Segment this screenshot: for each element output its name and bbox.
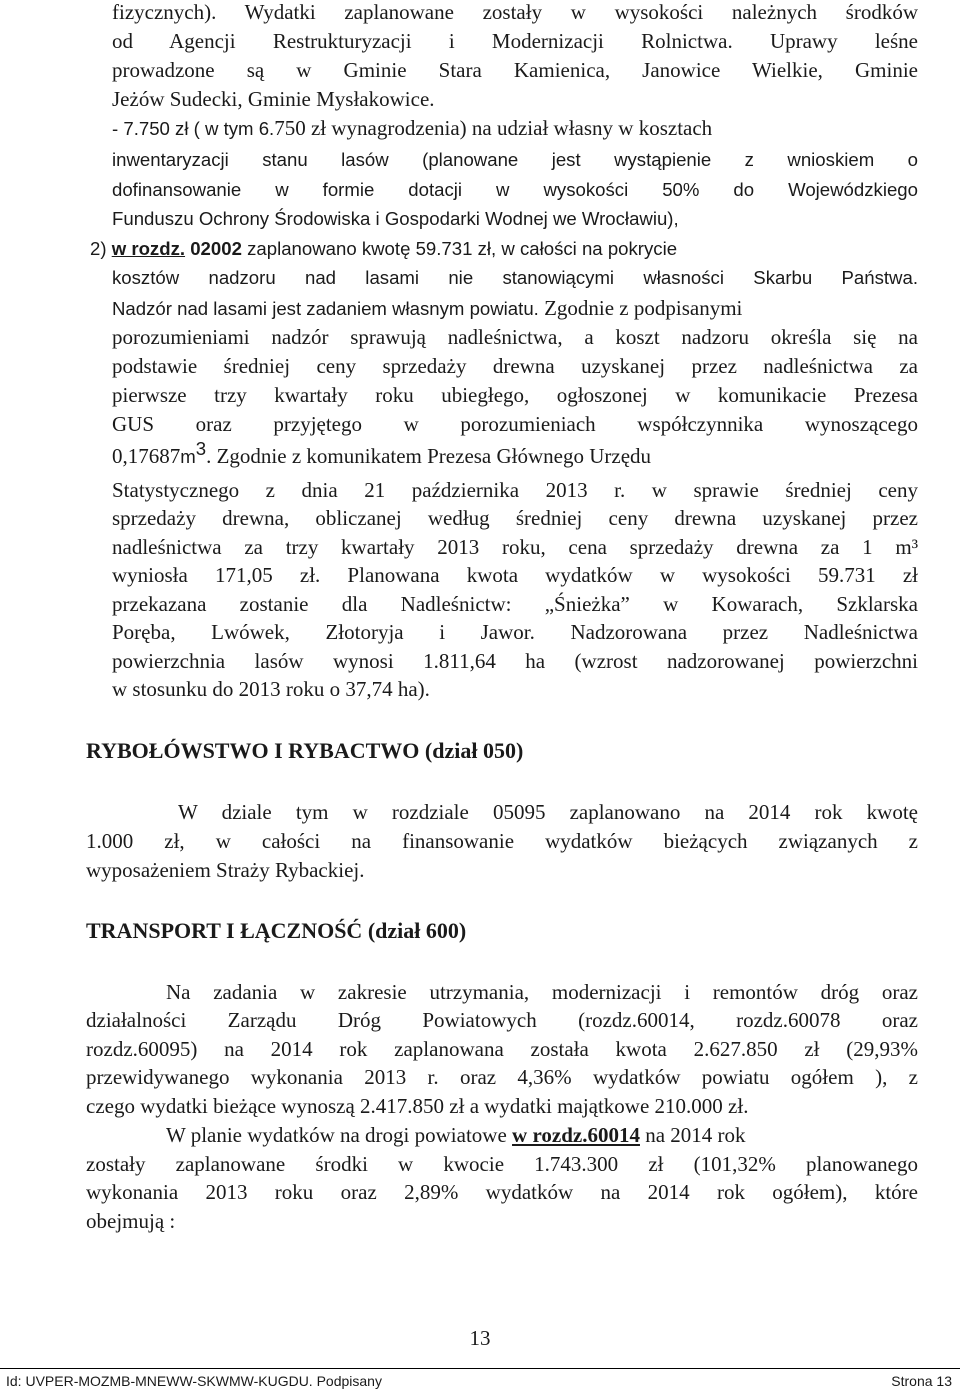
text-line: wyniosła 171,05 zł. Planowana kwota wydatków w wysokości 59.731 zł bbox=[112, 563, 918, 587]
text-line: przewidywanego wykonania 2013 r. oraz 4,36% wydatków powiatu ogółem ), z bbox=[86, 1065, 918, 1089]
section-heading: TRANSPORT I ŁĄCZNOŚĆ (dział 600) bbox=[86, 918, 467, 943]
section-heading: RYBOŁÓWSTWO I RYBACTWO (dział 050) bbox=[86, 738, 524, 763]
text-line: przekazana zostanie dla Nadleśnictw: „Śnieżka” w Kowarach, Szklarska bbox=[112, 592, 918, 616]
text-line: sprzedaży drewna, obliczanej według średniej ceny drewna uzyskanej przez bbox=[112, 506, 918, 530]
text-segment: na 2014 rok bbox=[639, 1123, 746, 1147]
coefficient-value: 0,17687 bbox=[112, 444, 181, 468]
unit-exponent: 3 bbox=[195, 438, 207, 459]
text-line: GUS oraz przyjętego w porozumieniach współczynnika wynoszącego bbox=[112, 412, 918, 436]
text-line: 1.000 zł, w całości na finansowanie wydatków bieżących związanych z bbox=[86, 829, 918, 853]
chapter-code: 02002 bbox=[185, 238, 242, 259]
text-line: obejmują : bbox=[86, 1209, 176, 1233]
text-line: porozumieniami nadzór sprawują nadleśnictwa, a koszt nadzoru określa się na bbox=[112, 325, 918, 349]
text-line: W dziale tym w rozdziale 05095 zaplanowano na 2014 rok kwotę bbox=[178, 800, 918, 824]
text-line: Jeżów Sudecki, Gminie Mysłakowice. bbox=[112, 87, 435, 111]
text-line: czego wydatki bieżące wynoszą 2.417.850 zł a wydatki majątkowe 210.000 zł. bbox=[86, 1094, 749, 1118]
text-line bbox=[112, 438, 652, 469]
text-line: wyposażeniem Straży Rybackiej. bbox=[86, 858, 365, 882]
text-line: powierzchnia lasów wynosi 1.811,64 ha (wzrost nadzorowanej powierzchni bbox=[112, 649, 918, 673]
list-item-1-prefix: - 7.750 zł ( w tym 6. bbox=[112, 118, 275, 139]
list-item-1-text: 750 zł wynagrodzenia) na udział własny w kosztach bbox=[274, 116, 713, 140]
chapter-link[interactable]: w rozdz. bbox=[111, 238, 186, 259]
text-line: od Agencji Restrukturyzacji i Modernizacji Rolnictwa. Uprawy leśne bbox=[112, 29, 918, 53]
text-segment: Nadzór nad lasami jest zadaniem własnym powiatu. bbox=[112, 298, 539, 319]
chapter-link[interactable]: w rozdz.60014 bbox=[512, 1123, 640, 1147]
text-line: zostały zaplanowane środki w kwocie 1.743.300 zł (101,32% planowanego bbox=[86, 1152, 918, 1176]
text-line: kosztów nadzoru nad lasami nie stanowiącymi własności Skarbu Państwa. bbox=[112, 267, 918, 288]
text-line: Na zadania w zakresie utrzymania, modernizacji i remontów dróg oraz bbox=[166, 980, 918, 1004]
text-line: podstawie średniej ceny sprzedaży drewna uzyskanej przez nadleśnictwa za bbox=[112, 354, 918, 378]
text-line: fizycznych). Wydatki zaplanowane zostały w wysokości należnych środków bbox=[112, 0, 918, 24]
text-segment: W planie wydatków na drogi powiatowe bbox=[166, 1123, 513, 1147]
text-line bbox=[166, 1123, 918, 1148]
text-line: w stosunku do 2013 roku o 37,74 ha). bbox=[112, 677, 430, 701]
unit-label: m bbox=[180, 446, 196, 467]
text-line: rozdz.60095) na 2014 rok zaplanowana została kwota 2.627.850 zł (29,93% bbox=[86, 1037, 918, 1061]
list-item-1-first-line bbox=[112, 116, 712, 141]
text-line: pierwsze trzy kwartały roku ubiegłego, ogłoszonej w komunikacie Prezesa bbox=[112, 383, 918, 407]
text-line: Poręba, Lwówek, Złotoryja i Jawor. Nadzorowana przez Nadleśnictwa bbox=[112, 620, 918, 644]
text-segment: . Zgodnie z komunikatem Prezesa Głównego Urzędu bbox=[206, 444, 652, 468]
text-line: inwentaryzacji stanu lasów (planowane jest wystąpienie z wnioskiem o bbox=[112, 149, 918, 170]
text-line: dofinansowanie w formie dotacji w wysokości 50% do Wojewódzkiego bbox=[112, 179, 918, 200]
text-line: nadleśnictwa za trzy kwartały 2013 roku, cena sprzedaży drewna za 1 m³ bbox=[112, 535, 918, 559]
text-segment: Zgodnie z podpisanymi bbox=[538, 296, 743, 320]
page-number: 13 bbox=[469, 1326, 491, 1350]
text-line: Statystycznego z dnia 21 października 2013 r. w sprawie średniej ceny bbox=[112, 478, 918, 502]
document-id: Id: UVPER-MOZMB-MNEWW-SKWMW-KUGDU. Podpisany bbox=[6, 1373, 382, 1389]
text-line: Funduszu Ochrony Środowiska i Gospodarki Wodnej we Wrocławiu), bbox=[112, 208, 679, 229]
footer bbox=[0, 1368, 960, 1392]
text-line: wykonania 2013 roku oraz 2,89% wydatków na 2014 rok ogółem), które bbox=[86, 1180, 918, 1204]
text-line bbox=[112, 296, 918, 321]
list-item-2-first-line bbox=[90, 238, 918, 260]
page-label: Strona 13 bbox=[891, 1373, 952, 1389]
list-item-2-text: zaplanowano kwotę 59.731 zł, w całości na pokrycie bbox=[241, 238, 678, 259]
text-line: działalności Zarządu Dróg Powiatowych (rozdz.60014, rozdz.60078 oraz bbox=[86, 1008, 918, 1032]
text-line: prowadzone są w Gminie Stara Kamienica, Janowice Wielkie, Gminie bbox=[112, 58, 918, 82]
list-item-2-prefix: 2) bbox=[90, 238, 112, 259]
